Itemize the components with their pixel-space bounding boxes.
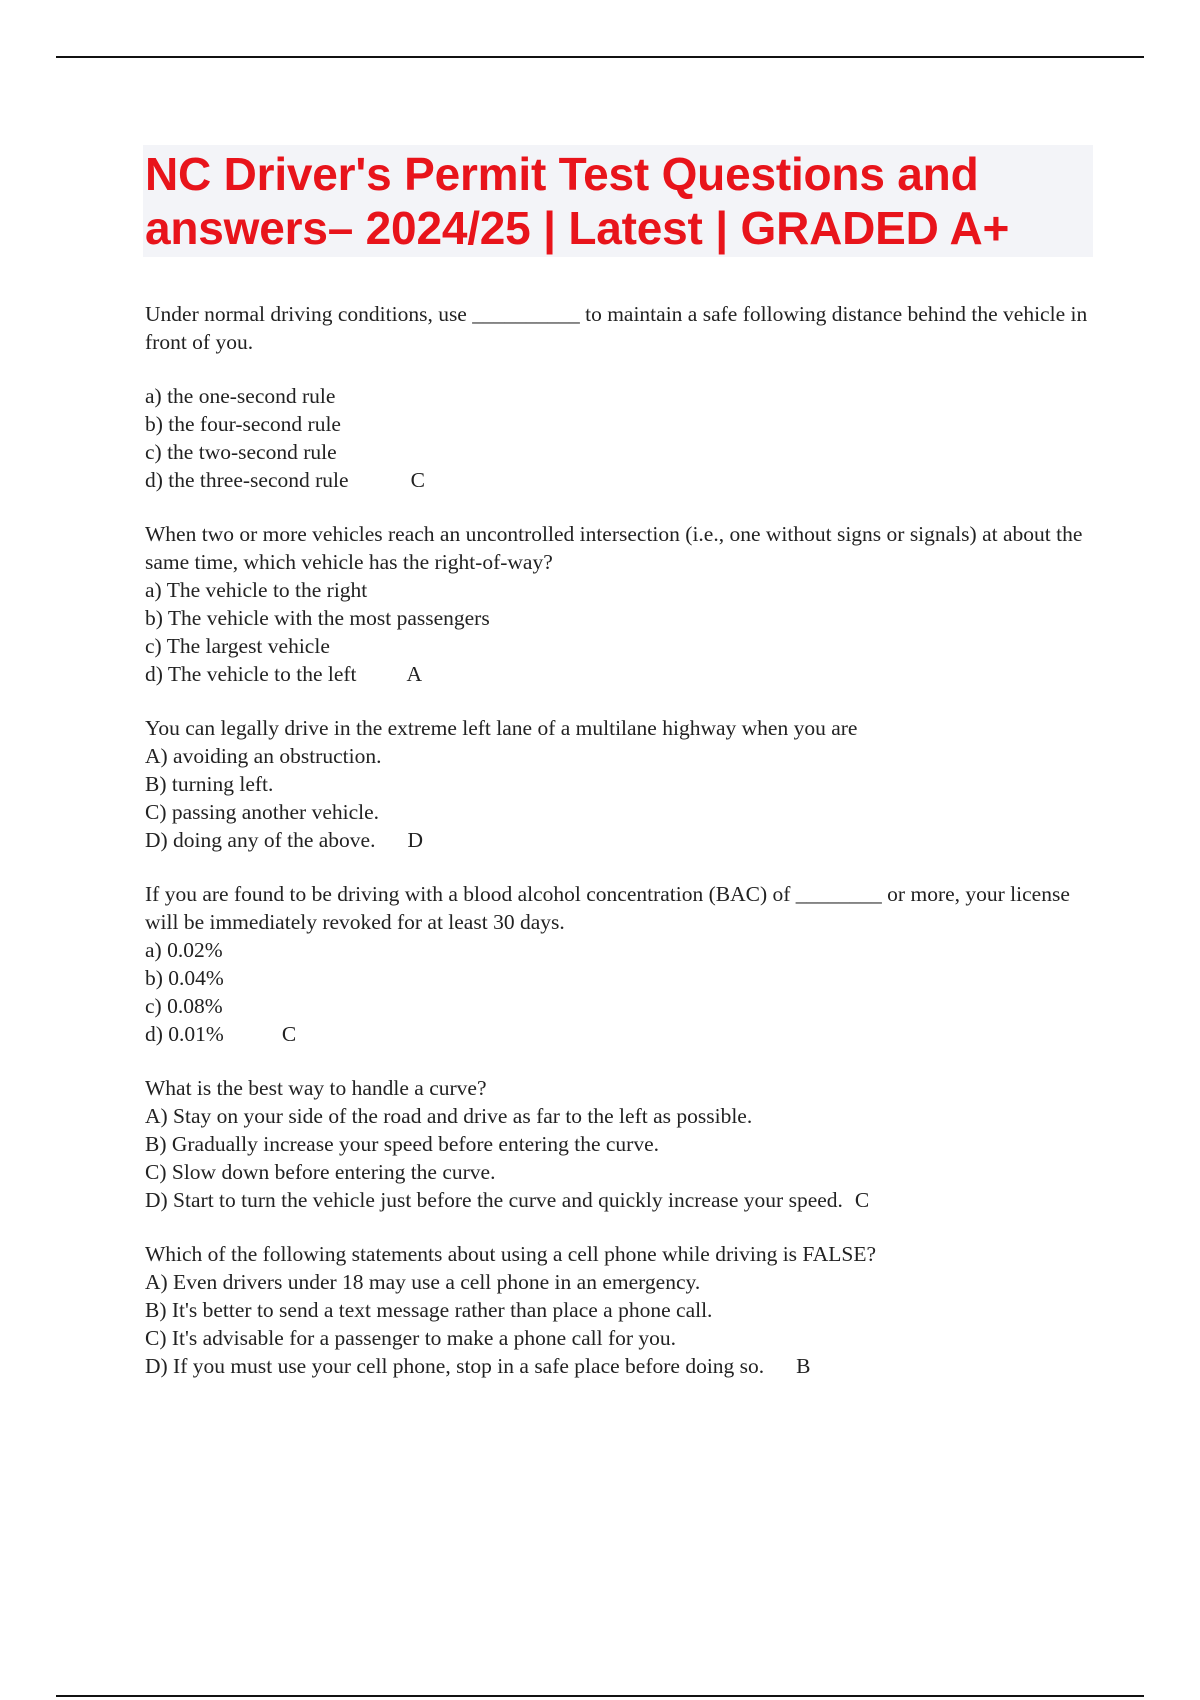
answer-key: D: [407, 828, 423, 852]
option-a: A) avoiding an obstruction.: [145, 744, 382, 768]
option-a: a) 0.02%: [145, 938, 223, 962]
option-d-row: [145, 1020, 1105, 1048]
option-c: c) 0.08%: [145, 994, 223, 1018]
option-d-row: [145, 1352, 1105, 1380]
question-list: [145, 300, 1105, 1380]
option-c: C) passing another vehicle.: [145, 800, 380, 824]
question-1: [145, 300, 1105, 494]
option-d: d) The vehicle to the left: [145, 662, 357, 686]
bottom-divider: [56, 1695, 1144, 1697]
option-d-row: [145, 466, 1105, 494]
option-a: A) Even drivers under 18 may use a cell phone in an emergency.: [145, 1270, 701, 1294]
option-b: B) Gradually increase your speed before entering the curve.: [145, 1132, 659, 1156]
option-c: c) the two-second rule: [145, 440, 337, 464]
option-c: C) It's advisable for a passenger to make a phone call for you.: [145, 1326, 677, 1350]
answer-key: A: [406, 662, 423, 686]
question-text: Under normal driving conditions, use __________ to maintain a safe following distance behind the vehicle in front of you.: [145, 302, 1088, 354]
option-b: b) the four-second rule: [145, 412, 341, 436]
option-b: B) It's better to send a text message rather than place a phone call.: [145, 1298, 713, 1322]
question-5: [145, 1074, 1105, 1214]
question-text: What is the best way to handle a curve?: [145, 1076, 487, 1100]
option-d-row: [145, 826, 1105, 854]
answer-key: C: [410, 468, 425, 492]
question-4: [145, 880, 1105, 1048]
option-a: A) Stay on your side of the road and drive as far to the left as possible.: [145, 1104, 753, 1128]
option-b: B) turning left.: [145, 772, 274, 796]
option-c: C) Slow down before entering the curve.: [145, 1160, 496, 1184]
option-d-row: [145, 660, 1105, 688]
option-d: d) 0.01%: [145, 1022, 224, 1046]
question-text: Which of the following statements about using a cell phone while driving is FALSE?: [145, 1242, 877, 1266]
page-title: [143, 145, 1093, 257]
question-text: You can legally drive in the extreme left lane of a multilane highway when you are: [145, 716, 858, 740]
title-line-1: NC Driver's Permit Test Questions and: [145, 148, 979, 200]
title-line-2: answers– 2024/25 | Latest | GRADED A+: [145, 202, 1010, 254]
question-6: [145, 1240, 1105, 1380]
answer-key: C: [854, 1188, 870, 1212]
option-d: d) the three-second rule: [145, 468, 349, 492]
option-d: D) Start to turn the vehicle just before the curve and quickly increase your speed.: [145, 1188, 843, 1212]
top-divider: [56, 56, 1144, 58]
question-text: If you are found to be driving with a blood alcohol concentration (BAC) of ________ or more, your license will be immediately revoked for at least 30 days.: [145, 882, 1070, 934]
option-a: a) The vehicle to the right: [145, 578, 368, 602]
option-b: b) The vehicle with the most passengers: [145, 606, 490, 630]
question-text: When two or more vehicles reach an uncontrolled intersection (i.e., one without signs or signals) at about the same time, which vehicle has the right-of-way?: [145, 522, 1083, 574]
question-3: [145, 714, 1105, 854]
option-d: D) If you must use your cell phone, stop in a safe place before doing so.: [145, 1354, 765, 1378]
option-a: a) the one-second rule: [145, 384, 336, 408]
answer-key: B: [796, 1354, 811, 1378]
option-c: c) The largest vehicle: [145, 634, 330, 658]
option-b: b) 0.04%: [145, 966, 224, 990]
question-2: [145, 520, 1105, 688]
option-d: D) doing any of the above.: [145, 828, 376, 852]
answer-key: C: [281, 1022, 297, 1046]
option-d-row: [145, 1186, 1105, 1214]
